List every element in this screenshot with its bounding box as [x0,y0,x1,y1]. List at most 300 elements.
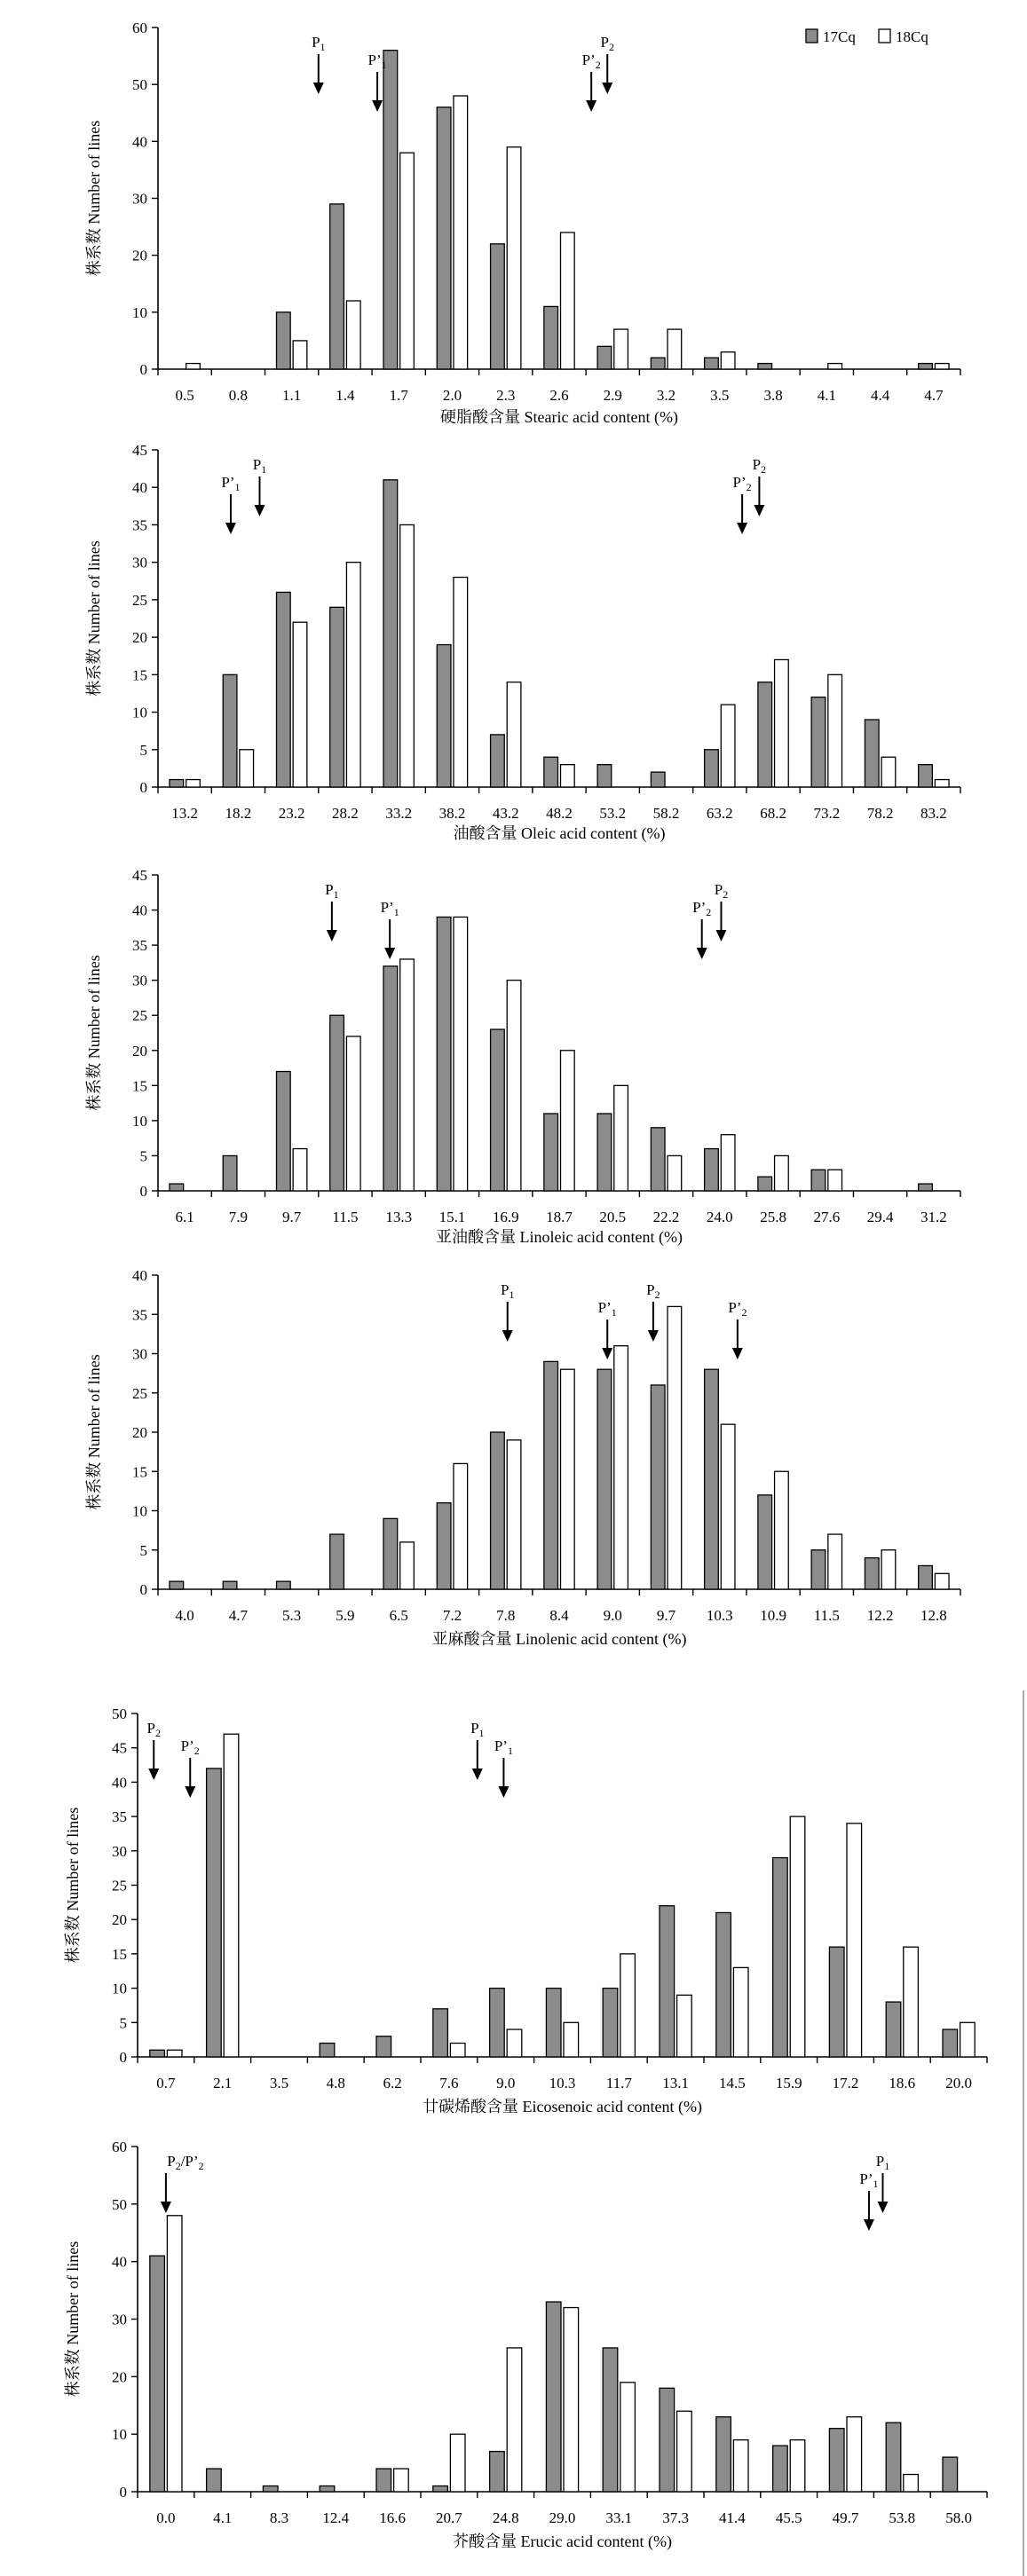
bar-17cq [433,2009,448,2057]
x-tick-label: 68.2 [760,805,786,822]
x-tick-label: 1.1 [282,387,302,404]
bar-18cq [828,674,842,787]
bar-18cq [564,2308,579,2492]
bar-17cq [919,364,933,369]
x-tick-label: 11.5 [332,1209,359,1225]
bar-17cq [811,1170,826,1191]
bar-17cq [491,1029,505,1191]
bar-18cq [507,981,521,1191]
arrow-label: $P_1$ [252,456,267,476]
bar-17cq [491,1432,505,1589]
bar-18cq [454,578,468,787]
y-tick-label: 20 [112,1911,127,1929]
y-tick-label: 15 [132,1463,147,1481]
x-tick-label: 38.2 [438,805,466,822]
arrow-marker [381,899,399,959]
x-tick-label: 3.8 [763,387,783,404]
bar-17cq [207,1769,222,2057]
y-tick-label: 25 [132,1384,147,1402]
arrow-label: $P’_2$ [728,1299,747,1319]
y-tick-label: 5 [139,1541,147,1559]
x-tick-label: 83.2 [920,805,947,822]
bar-18cq [620,2383,636,2492]
bar-18cq [561,1051,575,1191]
bar-17cq [383,966,398,1191]
arrow-label: $P_2$ [714,881,729,901]
bar-18cq [186,780,201,787]
y-tick-label: 50 [112,1706,127,1722]
bar-17cq [320,2486,335,2492]
y-tick-label: 45 [112,1739,127,1757]
y-tick-label: 30 [132,554,147,571]
panel-3 [85,867,960,1247]
x-tick-label: 11.7 [605,2075,632,2092]
x-axis-title: 硬脂酸含量 Stearic acid content (%) [440,408,678,426]
bar-18cq [668,1306,682,1589]
bar-17cq [758,1495,772,1589]
y-tick-label: 50 [112,2195,127,2213]
bar-17cq [716,1912,731,2057]
x-tick-label: 4.1 [213,2509,233,2526]
x-tick-label: 1.4 [336,387,355,404]
y-tick-label: 30 [132,972,147,989]
y-tick-label: 0 [139,361,147,378]
y-tick-label: 10 [132,303,147,321]
bar-17cq [651,358,665,369]
arrow-label: $P’_2$ [180,1737,200,1757]
y-tick-label: 40 [132,1267,147,1284]
arrow-marker [692,899,711,959]
x-tick-label: 45.5 [775,2509,802,2526]
bar-17cq [943,2457,958,2492]
arrow-label: $P_2$ [646,1281,660,1301]
x-tick-label: 7.8 [496,1607,516,1624]
y-axis-title: 株系数 Number of lines [85,120,103,277]
bar-18cq [775,659,789,787]
bar-17cq [330,607,344,787]
x-tick-label: 7.2 [442,1607,462,1624]
y-tick-label: 5 [119,2014,127,2032]
arrow-label: $P_2$ [146,1720,161,1739]
y-tick-label: 35 [132,1306,147,1324]
x-tick-label: 2.6 [549,387,569,404]
bar-17cq [716,2417,731,2492]
y-tick-label: 35 [112,1808,127,1826]
y-tick-label: 15 [132,1077,147,1095]
arrow-label: $P’_1$ [859,2170,879,2190]
y-tick-label: 20 [132,1042,147,1060]
x-tick-label: 8.3 [269,2509,289,2526]
bar-17cq [491,735,505,787]
bar-18cq [721,352,735,369]
x-tick-label: 13.3 [385,1209,413,1225]
arrow-marker [470,1720,484,1780]
x-tick-label: 14.5 [719,2075,746,2092]
x-tick-label: 29.4 [866,1209,894,1225]
x-axis-title: 油酸含量 Oleic acid content (%) [453,824,666,842]
bar-18cq [721,705,735,787]
arrow-label: $P’_1$ [367,51,387,71]
bar-18cq [507,682,521,787]
x-tick-label: 11.5 [813,1607,840,1624]
arrow-marker [601,34,614,94]
bar-17cq [437,645,451,787]
arrow-marker [733,474,752,534]
x-tick-label: 25.8 [760,1209,786,1225]
bar-17cq [383,480,398,787]
x-tick-label: 10.3 [549,2075,576,2092]
arrow-label: $P’_1$ [494,1737,513,1757]
x-tick-label: 48.2 [546,805,573,822]
bar-17cq [437,917,451,1191]
bar-17cq [150,2256,165,2492]
bar-17cq [437,107,451,369]
bar-17cq [943,2029,958,2057]
x-tick-label: 31.2 [920,1209,947,1225]
bar-17cq [865,1558,879,1589]
bar-18cq [507,2348,522,2492]
y-tick-label: 0 [139,1183,147,1200]
bar-18cq [614,1085,628,1191]
y-tick-label: 0 [139,779,147,796]
y-tick-label: 30 [132,190,147,208]
bar-17cq [546,1989,561,2057]
x-tick-label: 16.6 [379,2509,406,2526]
y-tick-label: 50 [132,76,147,94]
x-tick-label: 33.2 [385,805,413,822]
arrow-marker [715,881,728,941]
x-axis-title: 亚麻酸含量 Linolenic acid content (%) [431,1630,687,1648]
y-tick-label: 40 [112,1774,127,1792]
arrow-label: $P’_2$ [692,899,712,918]
x-tick-label: 16.9 [492,1209,519,1225]
bar-18cq [561,232,575,369]
arrow-label: $P_1$ [875,2153,890,2172]
bar-17cq [276,592,290,787]
bar-18cq [293,622,307,787]
bar-18cq [561,765,575,787]
arrow-marker [646,1281,660,1342]
bar-17cq [829,2429,844,2492]
y-tick-label: 60 [132,20,147,36]
bar-18cq [677,2411,692,2492]
x-tick-label: 9.7 [282,1209,302,1225]
bar-17cq [773,2446,788,2492]
y-axis-title: 株系数 Number of lines [64,1807,82,1964]
y-tick-label: 10 [112,2426,127,2444]
bar-18cq [454,1463,468,1589]
x-tick-label: 53.8 [889,2509,916,2526]
arrow-label: $P’_1$ [221,474,241,493]
bar-18cq [454,96,468,369]
bar-17cq [433,2486,448,2492]
x-tick-label: 5.3 [282,1607,302,1624]
bar-17cq [546,2302,561,2492]
bar-17cq [276,1581,290,1589]
panel-2 [85,442,960,843]
legend [806,28,928,45]
x-tick-label: 6.2 [383,2075,402,2092]
panel-4 [85,1267,960,1649]
bar-18cq [904,1947,919,2057]
bar-17cq [811,697,826,787]
arrow-marker [181,1737,200,1798]
y-tick-label: 25 [132,591,147,609]
x-tick-label: 12.4 [322,2509,350,2526]
arrow-marker [253,456,266,516]
x-tick-label: 4.8 [326,2075,345,2092]
bar-18cq [733,1967,748,2057]
x-tick-label: 27.6 [813,1209,841,1225]
y-tick-label: 5 [139,1147,147,1165]
x-tick-label: 15.9 [775,2075,802,2092]
x-tick-label: 2.1 [213,2075,233,2092]
y-axis-title: 株系数 Number of lines [64,2241,82,2398]
bar-17cq [651,772,665,787]
x-tick-label: 58.0 [945,2509,972,2526]
bar-17cq [811,1550,826,1589]
bar-17cq [603,2348,618,2492]
x-tick-label: 24.0 [706,1209,733,1225]
bar-17cq [330,1534,344,1589]
x-tick-label: 9.0 [496,2075,516,2092]
x-tick-label: 23.2 [278,805,305,822]
bar-18cq [828,364,842,369]
bar-18cq [935,1573,949,1589]
bar-17cq [223,1155,237,1191]
x-tick-label: 78.2 [866,805,894,822]
x-tick-label: 53.2 [599,805,627,822]
bar-18cq [186,364,201,369]
x-tick-label: 37.3 [662,2509,689,2526]
bar-17cq [544,306,558,369]
y-tick-label: 25 [132,1007,147,1025]
bar-18cq [620,1954,636,2057]
bar-18cq [400,153,415,369]
bar-17cq [597,346,612,369]
bar-18cq [167,2050,182,2057]
x-tick-label: 20.7 [436,2509,462,2526]
x-tick-label: 8.4 [549,1607,569,1624]
x-tick-label: 58.2 [652,805,680,822]
bar-17cq [651,1385,665,1589]
bar-18cq [400,1542,415,1589]
bar-18cq [881,757,896,787]
bar-17cq [320,2044,335,2057]
x-tick-label: 4.1 [817,387,836,404]
x-tick-label: 4.7 [228,1607,249,1624]
bar-18cq [507,147,521,369]
bar-18cq [668,1155,682,1191]
y-tick-label: 10 [112,1980,127,1997]
bar-17cq [865,720,879,787]
bar-17cq [170,1184,184,1191]
bar-18cq [224,1734,239,2057]
x-tick-label: 49.7 [832,2509,859,2526]
x-tick-label: 0.8 [228,387,249,404]
bar-18cq [400,959,415,1191]
x-tick-label: 9.7 [656,1607,676,1624]
bar-17cq [705,750,719,787]
x-tick-label: 1.7 [389,387,408,404]
bar-17cq [597,765,612,787]
bar-18cq [450,2044,465,2057]
bar-18cq [677,1995,692,2057]
arrow-marker [161,2153,204,2213]
x-axis-title: 廿碳烯酸含量 Eicosenoic acid content (%) [423,2098,702,2115]
y-tick-label: 0 [139,1581,147,1598]
bar-17cq [660,2388,675,2492]
bar-17cq [919,1184,933,1191]
x-tick-label: 3.5 [269,2075,289,2092]
x-tick-label: 0.5 [175,387,194,404]
x-axis-title: 芥酸含量 Erucic acid content (%) [453,2533,672,2550]
arrow-label: $P_1$ [312,34,326,53]
bar-17cq [276,1072,290,1191]
x-tick-label: 43.2 [492,805,519,822]
bar-18cq [346,563,360,787]
legend-label-18cq: 18Cq [896,28,928,45]
bar-18cq [935,364,949,369]
bar-17cq [170,780,184,787]
bar-17cq [437,1503,451,1589]
bar-18cq [450,2434,465,2492]
arrow-label: $P_2$ [600,34,614,53]
bar-17cq [490,1989,505,2057]
y-axis-title: 株系数 Number of lines [85,1354,103,1510]
legend-swatch-18cq [879,29,890,43]
arrow-label: $P’_2$ [581,51,601,71]
bar-17cq [383,51,398,369]
x-tick-label: 33.1 [605,2509,633,2526]
x-tick-label: 4.0 [175,1607,194,1624]
arrow-marker [221,474,240,534]
x-tick-label: 5.9 [336,1607,355,1624]
y-tick-label: 0 [119,2049,127,2066]
bar-17cq [170,1581,184,1589]
bar-18cq [828,1170,842,1191]
x-tick-label: 24.8 [492,2509,519,2526]
bar-18cq [881,1550,896,1589]
x-tick-label: 13.2 [171,805,199,822]
y-tick-label: 20 [132,247,147,264]
bar-18cq [507,1440,521,1589]
x-tick-label: 3.2 [656,387,676,404]
arrow-label: $P’_2$ [732,474,752,493]
bar-18cq [454,917,468,1191]
x-tick-label: 15.1 [438,1209,466,1225]
arrow-marker [146,1720,160,1780]
bar-18cq [668,329,682,369]
x-tick-label: 12.2 [866,1607,894,1624]
x-axis-title: 亚油酸含量 Linoleic acid content (%) [436,1228,683,1246]
bar-18cq [561,1369,575,1589]
y-tick-label: 20 [132,629,147,647]
bar-17cq [705,1149,719,1191]
x-tick-label: 18.7 [546,1209,573,1225]
arrow-marker [859,2170,878,2231]
bar-17cq [758,1177,772,1191]
x-tick-label: 6.1 [175,1209,194,1225]
arrow-label: $P_1$ [470,1720,485,1739]
bar-17cq [886,2002,901,2057]
bar-17cq [376,2469,391,2492]
x-tick-label: 20.5 [599,1209,627,1225]
y-tick-label: 20 [112,2368,127,2386]
bar-17cq [603,1989,618,2057]
bar-17cq [705,358,719,369]
x-tick-label: 4.7 [924,387,944,404]
bar-18cq [614,329,628,369]
bar-17cq [758,682,772,787]
y-tick-label: 45 [132,442,147,459]
bar-17cq [223,1581,237,1589]
bar-17cq [223,674,237,787]
bar-18cq [790,1816,805,2057]
bar-17cq [330,1015,344,1191]
x-tick-label: 2.3 [496,387,516,404]
x-tick-label: 29.0 [549,2509,576,2526]
bar-18cq [790,2440,805,2492]
bar-18cq [775,1155,789,1191]
bar-18cq [847,2417,862,2492]
arrow-marker [494,1737,513,1798]
bar-18cq [346,301,360,369]
bar-17cq [829,1947,844,2057]
x-tick-label: 7.9 [228,1209,249,1225]
y-tick-label: 45 [132,867,147,884]
x-tick-label: 28.2 [332,805,359,822]
bar-17cq [383,1518,398,1589]
bar-17cq [773,1858,788,2057]
arrow-label: $P_1$ [325,881,339,901]
bar-17cq [597,1369,612,1589]
bar-18cq [614,1346,628,1589]
y-tick-label: 30 [112,1842,127,1860]
y-tick-label: 35 [132,937,147,955]
bar-17cq [919,765,933,787]
arrow-label: $P_2$ [752,456,767,476]
arrow-marker [312,34,325,94]
x-tick-label: 4.4 [870,387,890,404]
y-tick-label: 40 [132,133,147,151]
bar-17cq [263,2486,278,2492]
x-tick-label: 18.2 [225,805,252,822]
bar-17cq [330,204,344,369]
y-tick-label: 40 [112,2253,127,2271]
x-tick-label: 2.9 [603,387,622,404]
x-tick-label: 73.2 [813,805,841,822]
x-tick-label: 17.2 [832,2075,859,2092]
x-tick-label: 20.0 [945,2075,972,2092]
bar-17cq [758,364,772,369]
bar-18cq [400,524,415,787]
y-tick-label: 35 [132,516,147,534]
bar-18cq [960,2022,976,2057]
y-axis-title: 株系数 Number of lines [85,955,103,1111]
y-tick-label: 40 [132,902,147,919]
x-tick-label: 10.9 [760,1607,786,1624]
bar-18cq [775,1471,789,1589]
bar-17cq [276,312,290,369]
arrow-marker [501,1281,514,1342]
x-tick-label: 10.3 [706,1607,733,1624]
x-tick-label: 12.8 [920,1607,947,1624]
bar-18cq [721,1424,735,1589]
x-tick-label: 41.4 [719,2509,746,2526]
bar-17cq [919,1565,933,1589]
bar-18cq [733,2440,748,2492]
